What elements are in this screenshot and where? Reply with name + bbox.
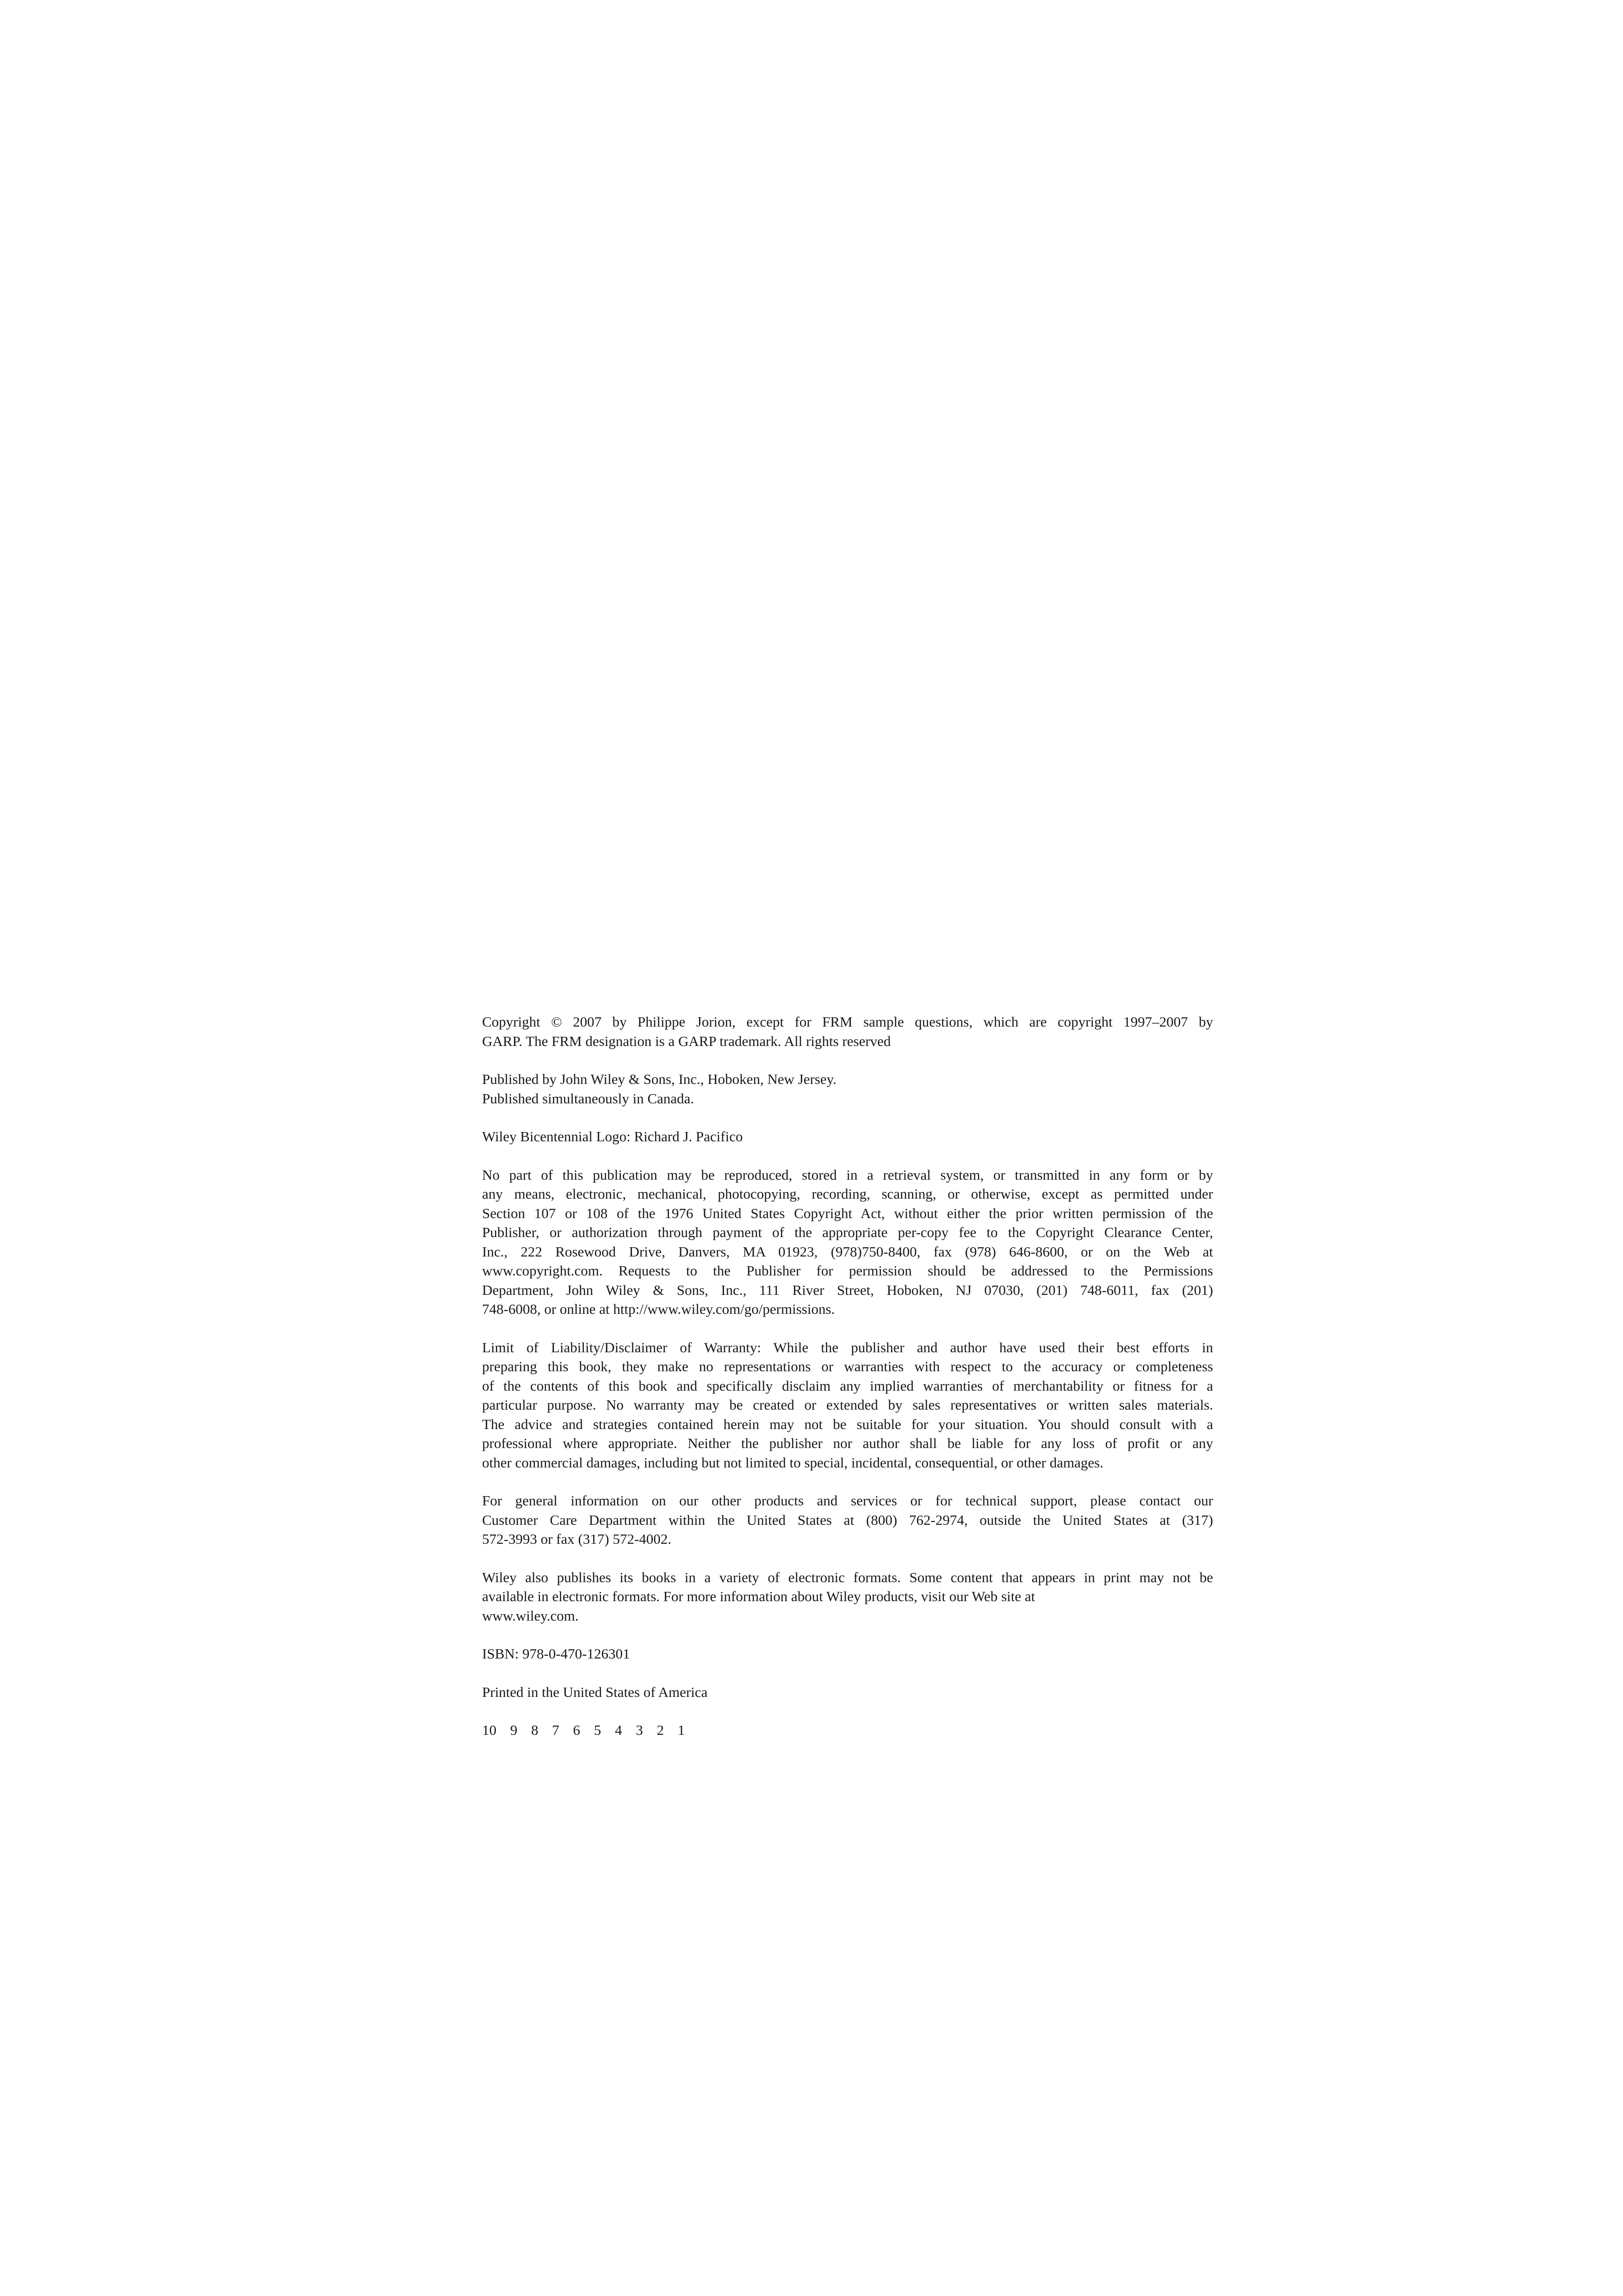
isbn — [482, 1644, 1213, 1664]
customer-support-notice — [482, 1491, 1213, 1549]
publisher-line-1: Published by John Wiley & Sons, Inc., Hoboken, New Jersey. — [482, 1071, 836, 1087]
printer-key-number: 9 — [510, 1722, 518, 1738]
printer-key-number: 1 — [677, 1722, 685, 1738]
copyright-notice — [482, 1012, 1213, 1051]
printer-key-number: 5 — [594, 1722, 601, 1738]
disclaimer-line: professional where appropriate. Neither the publisher nor author shall be liable for any loss of profit or any — [482, 1435, 1213, 1451]
permissions-line: No part of this publication may be reproduced, stored in a retrieval system, or transmitted in any form or by — [482, 1166, 1213, 1183]
printer-key-line — [482, 1720, 1213, 1740]
publisher-notice — [482, 1070, 1213, 1108]
permissions-line: Section 107 or 108 of the 1976 United States Copyright Act, without either the prior written permission of the — [482, 1205, 1213, 1221]
support-line: For general information on our other products and services or for technical support, please contact our — [482, 1492, 1213, 1509]
printer-key-number: 8 — [531, 1722, 539, 1738]
logo-credit — [482, 1127, 1213, 1146]
disclaimer-line: Limit of Liability/Disclaimer of Warranty: While the publisher and author have used their best efforts in — [482, 1339, 1213, 1355]
permissions-line: any means, electronic, mechanical, photocopying, recording, scanning, or otherwise, except as permitted under — [482, 1186, 1213, 1202]
printer-key-number: 6 — [573, 1722, 580, 1738]
support-line: Customer Care Department within the United States at (800) 762-2974, outside the United States at (317) — [482, 1511, 1213, 1528]
isbn-line: ISBN: 978-0-470-126301 — [482, 1646, 630, 1662]
logo-credit-line: Wiley Bicentennial Logo: Richard J. Pacifico — [482, 1128, 743, 1145]
printer-key-number: 2 — [657, 1722, 664, 1738]
permissions-line: www.copyright.com. Requests to the Publisher for permission should be addressed to the Permissions — [482, 1262, 1213, 1279]
disclaimer-line: preparing this book, they make no representations or warranties with respect to the accuracy or completeness — [482, 1358, 1213, 1374]
permissions-notice — [482, 1165, 1213, 1319]
printer-key-number: 7 — [552, 1722, 559, 1738]
publisher-line-2: Published simultaneously in Canada. — [482, 1090, 694, 1107]
warranty-disclaimer — [482, 1338, 1213, 1473]
permissions-line: 748-6008, or online at http://www.wiley.com/go/permissions. — [482, 1301, 835, 1317]
permissions-line: Inc., 222 Rosewood Drive, Danvers, MA 01923, (978)750-8400, fax (978) 646-8600, or on the Web at — [482, 1243, 1213, 1260]
permissions-line: Publisher, or authorization through payment of the appropriate per-copy fee to the Copyright Clearance Center, — [482, 1224, 1213, 1240]
disclaimer-line: The advice and strategies contained herein may not be suitable for your situation. You should consult with a — [482, 1416, 1213, 1432]
printer-key-number: 10 — [482, 1722, 496, 1738]
printer-key-number: 3 — [636, 1722, 643, 1738]
disclaimer-line: other commercial damages, including but not limited to special, incidental, consequential, or other damages. — [482, 1454, 1103, 1471]
printed-line: Printed in the United States of America — [482, 1683, 708, 1700]
printed-in — [482, 1683, 1213, 1702]
disclaimer-line: particular purpose. No warranty may be created or extended by sales representatives or written sales materials. — [482, 1397, 1213, 1413]
disclaimer-line: of the contents of this book and specifically disclaim any implied warranties of merchantability or fitness for a — [482, 1377, 1213, 1394]
copyright-page-text — [482, 1012, 1213, 1740]
permissions-line: Department, John Wiley & Sons, Inc., 111 River Street, Hoboken, NJ 07030, (201) 748-6011, fax (201) — [482, 1281, 1213, 1298]
copyright-line-2: GARP. The FRM designation is a GARP trademark. All rights reserved — [482, 1033, 891, 1049]
electronic-line: available in electronic formats. For more information about Wiley products, visit our Web site at — [482, 1588, 1035, 1604]
copyright-line-1: Copyright © 2007 by Philippe Jorion, except for FRM sample questions, which are copyright 1997–2007 by — [482, 1014, 1213, 1030]
electronic-formats-notice — [482, 1568, 1213, 1626]
printer-key-number: 4 — [615, 1722, 622, 1738]
support-line: 572-3993 or fax (317) 572-4002. — [482, 1531, 671, 1547]
electronic-line: Wiley also publishes its books in a variety of electronic formats. Some content that appears in print may not be — [482, 1569, 1213, 1585]
electronic-line: www.wiley.com. — [482, 1607, 579, 1624]
